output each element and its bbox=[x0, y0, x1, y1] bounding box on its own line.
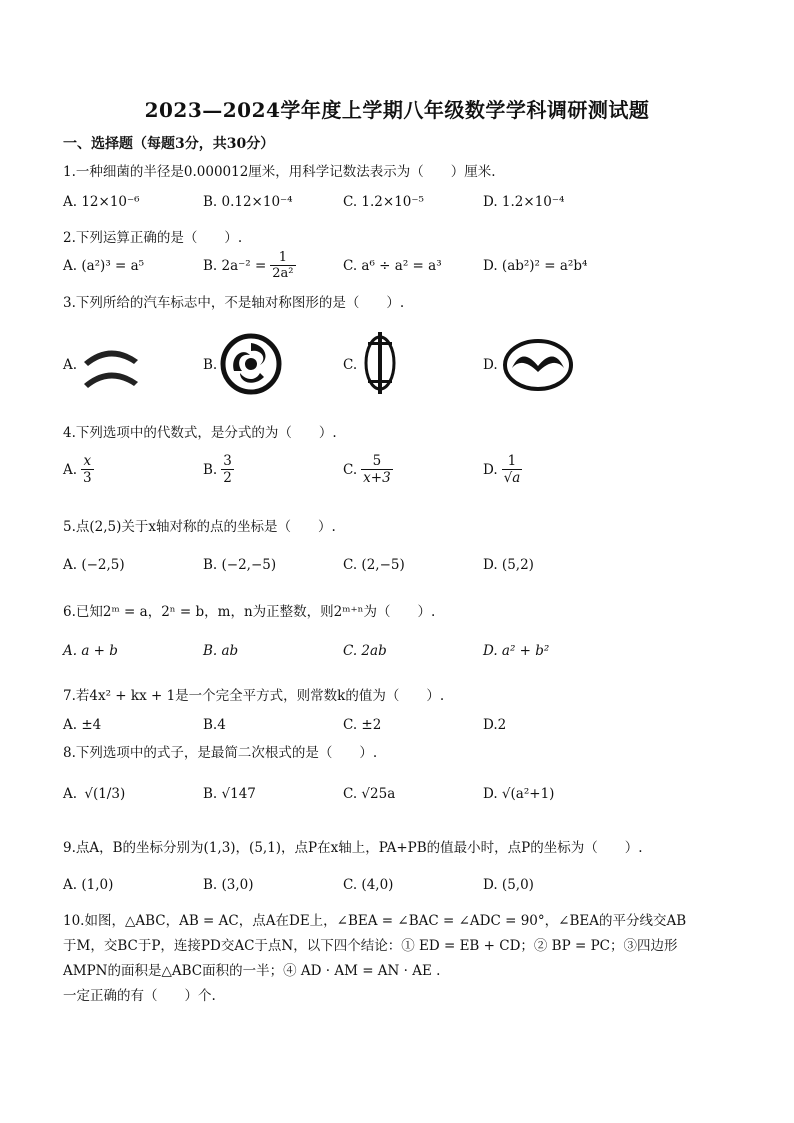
q10-line-4: 一定正确的有（ ）个. bbox=[63, 988, 216, 1004]
q4-d-denominator: √a bbox=[503, 470, 521, 486]
q4-option-d bbox=[483, 453, 522, 486]
vertical-oval-logo bbox=[362, 330, 398, 396]
q6-option-a: A. a + b bbox=[63, 643, 118, 659]
q4-a-letter: A. bbox=[63, 461, 78, 478]
q1-option-c: C. 1.2×10⁻⁵ bbox=[343, 194, 424, 210]
q4-d-numerator: 1 bbox=[507, 453, 517, 469]
q4-c-numerator: 5 bbox=[372, 453, 382, 469]
q10-line-3: AMPN的面积是△ABC面积的一半；④ AD · AM = AN · AE . bbox=[63, 963, 441, 979]
q3-option-c: C. bbox=[343, 357, 358, 373]
q4-c-letter: C. bbox=[343, 461, 358, 478]
q6-option-b: B. ab bbox=[203, 643, 239, 659]
q7-option-c: C. ±2 bbox=[343, 717, 382, 733]
q1-option-a: A. 12×10⁻⁶ bbox=[63, 194, 140, 210]
question-9-stem: 9.点A，B的坐标分别为(1,3)，(5,1)，点P在x轴上，PA+PB的值最小时，点P的坐标为（ ）. bbox=[63, 840, 643, 856]
q4-b-denominator: 2 bbox=[223, 470, 232, 486]
q4-option-b bbox=[203, 453, 234, 486]
q4-option-a bbox=[63, 453, 94, 486]
q8-option-d: D. √(a²+1) bbox=[483, 786, 555, 802]
q7-option-b: B.4 bbox=[203, 717, 226, 733]
q2-b-denominator: 2a² bbox=[272, 266, 294, 281]
q1-option-d: D. 1.2×10⁻⁴ bbox=[483, 194, 565, 210]
q4-b-letter: B. bbox=[203, 461, 218, 478]
q4-a-numerator: x bbox=[83, 453, 92, 469]
question-2-stem: 2.下列运算正确的是（ ）. bbox=[63, 230, 243, 246]
q8-option-a bbox=[63, 786, 125, 802]
double-chevron-logo bbox=[80, 338, 144, 394]
question-3-stem: 3.下列所给的汽车标志中，不是轴对称图形的是（ ）. bbox=[63, 295, 405, 311]
q3-option-d: D. bbox=[483, 357, 498, 373]
q4-b-numerator: 3 bbox=[223, 453, 232, 469]
q9-option-b: B. (3,0) bbox=[203, 877, 254, 893]
question-5-stem: 5.点(2,5)关于x轴对称的点的坐标是（ ）. bbox=[63, 519, 336, 535]
q4-d-fraction bbox=[502, 453, 523, 486]
q8-option-c: C. √25a bbox=[343, 786, 396, 802]
question-10-stem bbox=[63, 909, 733, 1009]
q5-option-c: C. (2,−5) bbox=[343, 557, 405, 573]
q4-a-fraction bbox=[81, 453, 94, 486]
q5-option-d: D. (5,2) bbox=[483, 557, 534, 573]
winged-oval-logo bbox=[502, 338, 574, 392]
q5-option-b: B. (−2,−5) bbox=[203, 557, 277, 573]
q6-option-d: D. a² + b² bbox=[483, 643, 550, 659]
q9-option-d: D. (5,0) bbox=[483, 877, 534, 893]
q4-b-fraction bbox=[221, 453, 234, 486]
q2-b-numerator: 1 bbox=[278, 250, 288, 265]
question-1-stem: 1.一种细菌的半径是0.000012厘米，用科学记数法表示为（ ）厘米. bbox=[63, 164, 496, 180]
page-title: 2023—2024学年度上学期八年级数学学科调研测试题 bbox=[144, 98, 650, 122]
q4-option-c bbox=[343, 453, 393, 486]
q8-option-b: B. √147 bbox=[203, 786, 256, 802]
q5-option-a: A. (−2,5) bbox=[63, 557, 125, 573]
q2-option-c: C. a⁶ ÷ a² = a³ bbox=[343, 258, 442, 274]
q3-option-b: B. bbox=[203, 357, 218, 373]
q4-c-denominator: x+3 bbox=[363, 470, 391, 486]
q4-d-letter: D. bbox=[483, 461, 498, 478]
q10-line-1: 10.如图，△ABC，AB = AC，点A在DE上，∠BEA = ∠BAC = ∠ADC = 90°，∠BEA的平分线交AB bbox=[63, 913, 687, 929]
swirl-circle-logo bbox=[220, 333, 282, 395]
q10-line-2: 于M，交BC于P，连接PD交AC于点N，以下四个结论：① ED = EB + CD；② BP = PC；③四边形 bbox=[63, 938, 678, 954]
q2-option-b-fraction bbox=[270, 250, 295, 281]
q1-option-b: B. 0.12×10⁻⁴ bbox=[203, 194, 293, 210]
q2-option-b bbox=[203, 250, 296, 281]
q4-c-fraction bbox=[361, 453, 393, 486]
q8-a-expression: √(1/3) bbox=[84, 786, 126, 802]
question-4-stem: 4.下列选项中的代数式，是分式的为（ ）. bbox=[63, 425, 337, 441]
q9-option-a: A. (1,0) bbox=[63, 877, 114, 893]
question-7-stem: 7.若4x² + kx + 1是一个完全平方式，则常数k的值为（ ）. bbox=[63, 688, 445, 704]
q7-option-d: D.2 bbox=[483, 717, 507, 733]
question-6-stem: 6.已知2ᵐ = a，2ⁿ = b，m，n为正整数，则2ᵐ⁺ⁿ为（ ）. bbox=[63, 604, 436, 620]
section-heading: 一、选择题（每题3分，共30分） bbox=[63, 136, 275, 152]
q2-option-b-left: B. 2a⁻² = bbox=[203, 257, 267, 274]
q6-option-c: C. 2ab bbox=[343, 643, 387, 659]
q2-option-d: D. (ab²)² = a²b⁴ bbox=[483, 258, 588, 274]
q2-option-a: A. (a²)³ = a⁵ bbox=[63, 258, 145, 274]
q4-a-denominator: 3 bbox=[83, 470, 92, 486]
q7-option-a: A. ±4 bbox=[63, 717, 102, 733]
q3-option-a: A. bbox=[63, 357, 78, 373]
q8-a-letter: A. bbox=[63, 786, 78, 802]
q9-option-c: C. (4,0) bbox=[343, 877, 394, 893]
question-8-stem: 8.下列选项中的式子，是最简二次根式的是（ ）. bbox=[63, 745, 378, 761]
